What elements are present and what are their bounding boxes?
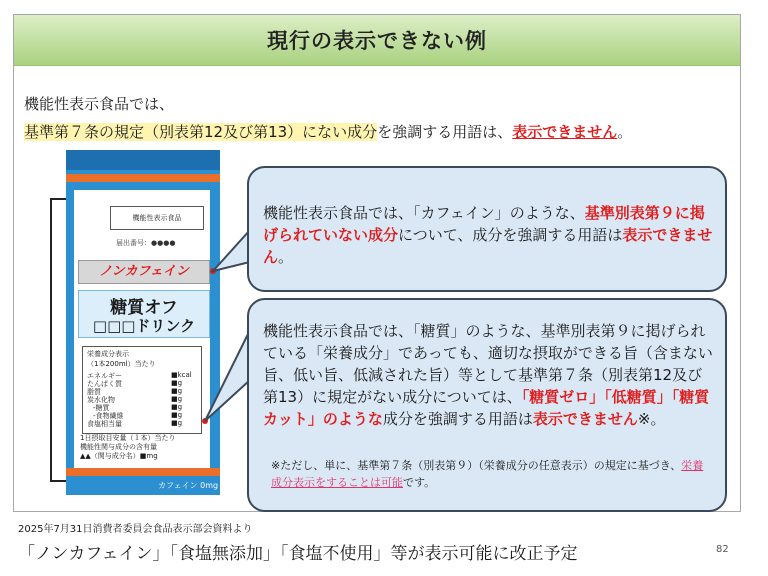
b2-text-1: 機能性表示食品では、「糖質」のような、基準別表第９に掲げられている「栄養成分」であっても、適切な摂取ができる旨（含まない旨、低い旨、低減された旨）等として基準第７条（別表第12及び第13）に規定がない成分については、 [263, 322, 713, 406]
b1-text-red-2: 表示できません [263, 226, 713, 266]
intro-red: 表示できません [512, 123, 618, 141]
nutrition-row: -糖質 [93, 404, 110, 412]
nutrition-value: ■g [171, 387, 183, 395]
intro-line-1: 機能性表示食品では、 [24, 95, 175, 113]
nutrition-value: ■g [171, 419, 183, 427]
non-caffeine-label: ノンカフェイン [78, 260, 210, 284]
pointer-dot-caffeine [210, 268, 216, 274]
caffeine-label: カフェイン 0mg [158, 481, 219, 490]
nutrition-header [87, 349, 156, 369]
note-text-1: ※ただし、単に、基準第７条（別表第９）（栄養成分の任意表示）の規定に基づき、 [271, 459, 682, 472]
intro-line-2 [24, 121, 632, 142]
nutrition-header-2: （1本200ml）当たり [87, 360, 156, 368]
nutrition-row: 炭水化物 [87, 396, 115, 404]
nutrition-value: ■g [171, 379, 183, 387]
b2-text-3: 成分を強調する用語は [382, 410, 533, 428]
callout-note [271, 457, 711, 491]
serving-line-1: 1日摂取目安量（１本）当たり [80, 434, 176, 442]
b2-text-red: 「糖質ゼロ」「低糖質」「糖質カット」のような [263, 388, 710, 428]
b1-text-5: 。 [278, 248, 294, 266]
nutrition-value: ■kcal [171, 371, 192, 379]
package-stripe-top [66, 174, 220, 182]
callout-sugar-text [263, 320, 713, 430]
callout-caffeine-text [263, 202, 713, 268]
nutrition-facts-box [82, 346, 202, 434]
slide-title: 現行の表示できない例 [267, 29, 487, 53]
nutrition-value: ■g [171, 395, 183, 403]
nutrition-value: ■g [171, 411, 183, 419]
nutrition-row: 脂質 [87, 388, 101, 396]
drink-package [50, 150, 220, 495]
nutrition-header-1: 栄養成分表示 [87, 350, 129, 358]
title-banner [14, 15, 740, 66]
callout-caffeine [247, 166, 727, 292]
b1-text-3: について、成分を強調する用語は [398, 226, 623, 244]
intro-mid: を強調する用語は、 [377, 123, 513, 141]
package-top [66, 150, 220, 170]
nutrition-row: エネルギー [87, 372, 122, 380]
drink-name: □□□ドリンク [92, 317, 196, 335]
sugar-off-label: 糖質オフ [110, 298, 178, 318]
note-text-2: です。 [403, 476, 436, 489]
pointer-dot-sugar [202, 418, 208, 424]
intro-highlight: 基準第７条の規定（別表第12及び第13）にない成分 [24, 123, 378, 141]
nutrition-row: -食物繊維 [93, 412, 124, 420]
notification-number: 届出番号：●●●● [116, 239, 176, 247]
b2-text-red-2: 表示できません [532, 410, 638, 428]
b2-text-5: ※。 [637, 410, 666, 428]
serving-line-3: ▲▲（関与成分名）■mg [80, 452, 158, 460]
nutrition-row: 食塩相当量 [87, 420, 122, 428]
b1-text-red: 基準別表第９に掲げられていない成分 [263, 204, 705, 244]
sugar-off-box [78, 290, 210, 338]
package-stripe-bottom [66, 468, 220, 476]
serving-info [80, 434, 175, 461]
page-number: 82 [716, 544, 729, 555]
b1-text-1: 機能性表示食品では、「カフェイン」のような、 [263, 204, 585, 222]
note-text-pink: 栄養成分表示をすることは可能 [271, 459, 704, 489]
intro-end: 。 [617, 123, 633, 141]
functional-food-label: 機能性表示食品 [110, 206, 204, 230]
callout-sugar [247, 298, 727, 512]
footer-statement: 「ノンカフェイン」「食塩無添加」「食塩不使用」等が表示可能に改正予定 [18, 544, 578, 564]
serving-line-2: 機能性関与成分の含有量 [80, 443, 157, 451]
source-note: 2025年7月31日消費者委員会食品表示部会資料より [18, 524, 253, 535]
nutrition-value: ■g [171, 403, 183, 411]
nutrition-row: たんぱく質 [87, 380, 122, 388]
